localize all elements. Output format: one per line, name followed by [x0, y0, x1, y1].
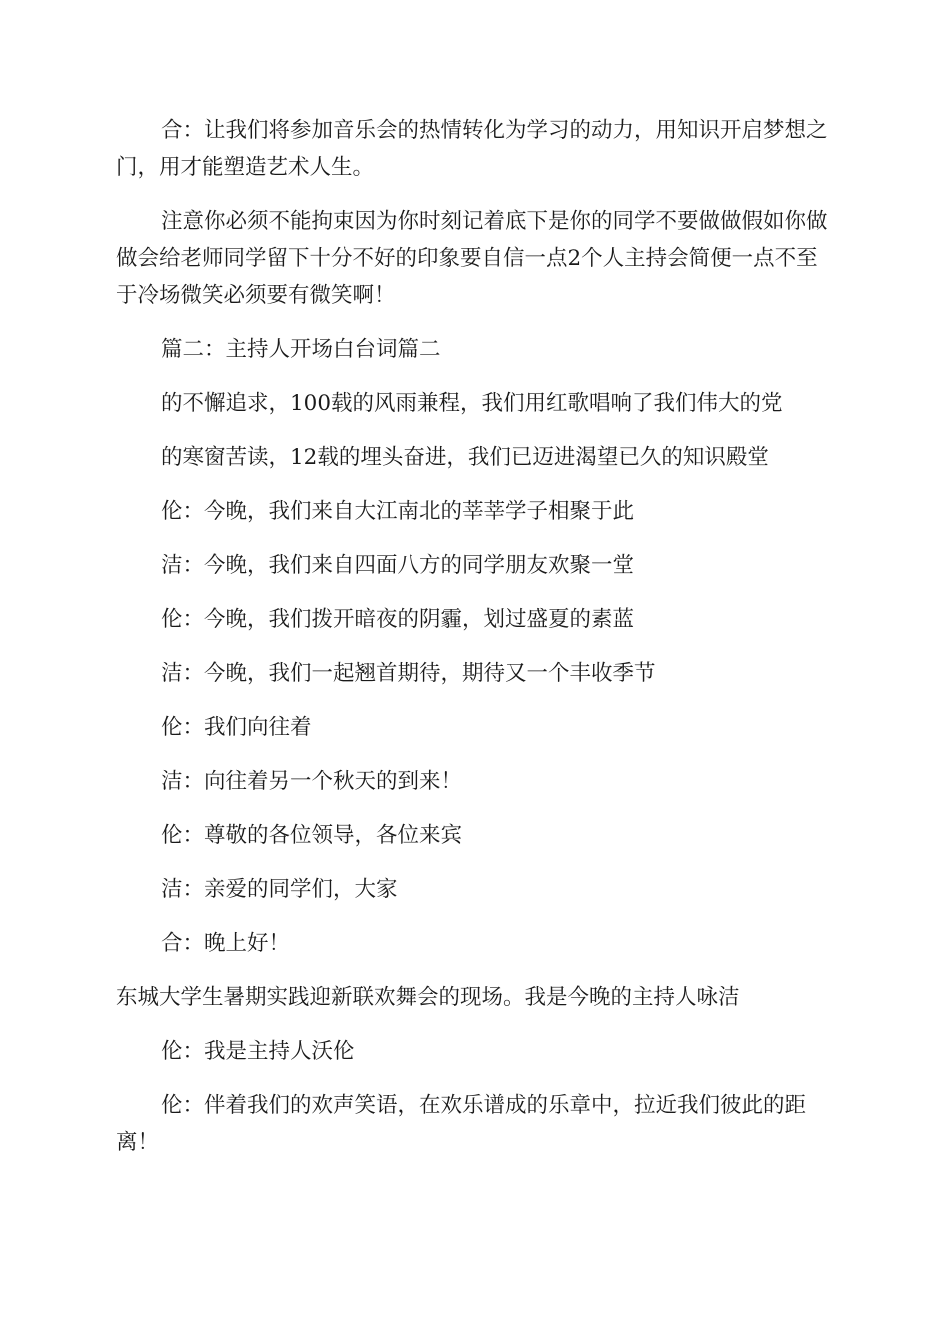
document-body: [116, 112, 834, 1161]
paragraph-line: 的不懈追求，100载的风雨兼程，我们用红歌唱响了我们伟大的党: [161, 391, 783, 416]
dialogue-line: 伦：今晚，我们拨开暗夜的阴霾，划过盛夏的素蓝: [161, 607, 635, 632]
dialogue-line: 合：晚上好！: [161, 931, 291, 956]
dialogue-line: 伦：伴着我们的欢声笑语，在欢乐谱成的乐章中，拉近我们彼此的距离！: [116, 1093, 807, 1155]
dialogue-line: 伦：今晚，我们来自大江南北的莘莘学子相聚于此: [161, 499, 635, 524]
dialogue-line: 伦：我们向往着: [161, 715, 312, 740]
dialogue-line: 伦：我是主持人沃伦: [161, 1039, 355, 1064]
dialogue-line: 洁：亲爱的同学们，大家: [161, 877, 398, 902]
paragraph-host-tips: 注意你必须不能拘束因为你时刻记着底下是你的同学不要做做假如你做做会给老师同学留下十分不好的印象要自信一点2个人主持会简便一点不至于冷场微笑必须要有微笑啊！: [116, 209, 828, 308]
section-heading: 篇二：主持人开场白台词篇二: [161, 337, 441, 362]
dialogue-line: 洁：今晚，我们一起翘首期待，期待又一个丰收季节: [161, 661, 656, 686]
dialogue-line: 洁：向往着另一个秋天的到来！: [161, 769, 463, 794]
paragraph-closing-line: 合：让我们将参加音乐会的热情转化为学习的动力，用知识开启梦想之门，用才能塑造艺术人生。: [116, 118, 828, 180]
paragraph-line: 东城大学生暑期实践迎新联欢舞会的现场。我是今晚的主持人咏洁: [116, 985, 740, 1010]
dialogue-line: 洁：今晚，我们来自四面八方的同学朋友欢聚一堂: [161, 553, 635, 578]
paragraph-line: 的寒窗苦读，12载的埋头奋进，我们已迈进渴望已久的知识殿堂: [161, 445, 769, 470]
dialogue-line: 伦：尊敬的各位领导，各位来宾: [161, 823, 463, 848]
